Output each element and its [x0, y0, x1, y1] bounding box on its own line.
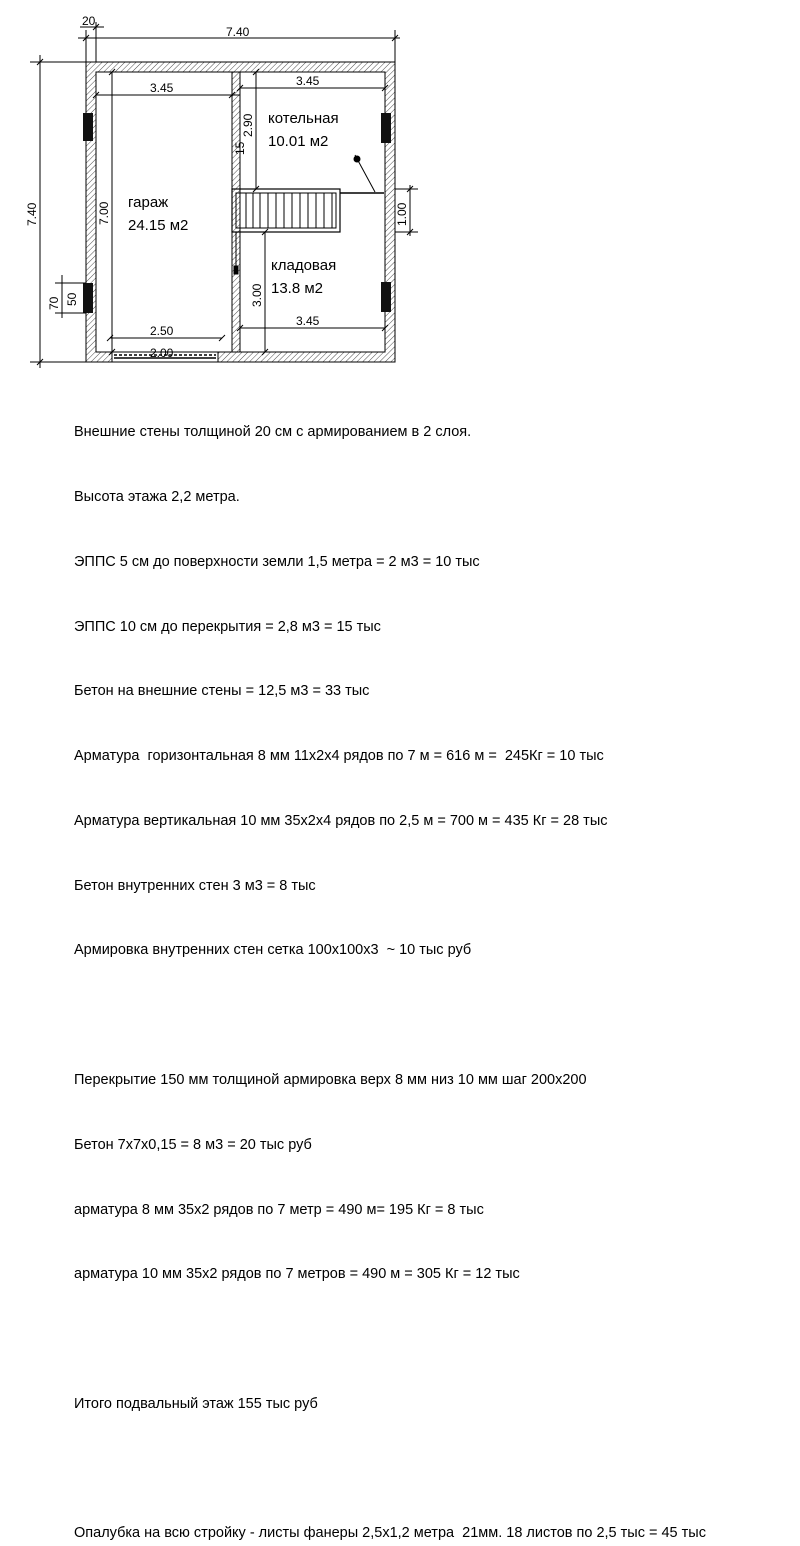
dim-garage-width: 3.45 [150, 81, 174, 95]
room-pantry-name: кладовая [271, 257, 337, 274]
room-boiler-name: котельная [268, 110, 339, 127]
dim-garage-depth: 7.00 [97, 201, 111, 225]
dim-window-50: 50 [65, 292, 79, 306]
dim-gate-inner: 2.00 [150, 346, 174, 360]
dim-top-wall: 20 [82, 14, 96, 28]
floor-plan [0, 0, 800, 375]
room-boiler-area: 10.01 м2 [268, 133, 329, 150]
note-line: Бетон внутренних стен 3 м3 = 8 тыс [74, 877, 316, 894]
dim-wall-15: 15 [233, 141, 247, 155]
dim-overall-width: 7.40 [226, 25, 250, 39]
note-line: Опалубка на всю стройку - листы фанеры 2,5х1,2 метра 21мм. 18 листов по 2,5 тыс = 45 тыс [74, 1525, 706, 1542]
room-garage-area: 24.15 м2 [128, 217, 189, 234]
dim-window-70: 70 [47, 296, 61, 310]
note-line: Внешние стены толщиной 20 см с армированием в 2 слоя. [74, 424, 472, 441]
dim-stair-width: 1.00 [395, 202, 409, 226]
note-line: Бетон 7х7х0,15 = 8 м3 = 20 тыс руб [74, 1136, 312, 1153]
note-line: Армировка внутренних стен сетка 100х100х3 ~ 10 тыс руб [74, 942, 472, 959]
dim-right-width-top: 3.45 [296, 74, 320, 88]
dim-gate-outer: 2.50 [150, 324, 174, 338]
note-line: Перекрытие 150 мм толщиной армировка верх 8 мм низ 10 мм шаг 200х200 [74, 1072, 587, 1088]
dim-boiler-depth: 2.90 [241, 113, 255, 137]
note-line: Арматура вертикальная 10 мм 35х2х4 рядов по 2,5 м = 700 м = 435 Кг = 28 тыс [74, 812, 608, 829]
room-pantry-area: 13.8 м2 [271, 280, 324, 297]
note-line: Арматура горизонтальная 8 мм 11х2х4 рядов по 7 м = 616 м = 245Кг = 10 тыс [74, 748, 604, 765]
dim-overall-height: 7.40 [25, 202, 39, 226]
note-line [74, 1459, 800, 1481]
note-line: арматура 8 мм 35х2 рядов по 7 метр = 490 м= 195 Кг = 8 тыс [74, 1201, 484, 1218]
notes-block [74, 379, 800, 1546]
note-line: ЭППС 5 см до поверхности земли 1,5 метра = 2 м3 = 10 тыс [74, 553, 480, 570]
note-line: Итого подвальный этаж 155 тыс руб [74, 1395, 318, 1412]
note-line: ЭППС 10 см до перекрытия = 2,8 м3 = 15 тыс [74, 618, 381, 635]
note-line: арматура 10 мм 35х2 рядов по 7 метров = 490 м = 305 Кг = 12 тыс [74, 1266, 520, 1283]
note-line [74, 1005, 800, 1027]
dim-pantry-depth: 3.00 [250, 283, 264, 307]
note-line: Высота этажа 2,2 метра. [74, 488, 240, 505]
room-garage-name: гараж [128, 194, 169, 211]
note-line: Бетон на внешние стены = 12,5 м3 = 33 тыс [74, 683, 370, 700]
note-line [74, 1329, 800, 1351]
dim-right-width-bottom: 3.45 [296, 314, 320, 328]
